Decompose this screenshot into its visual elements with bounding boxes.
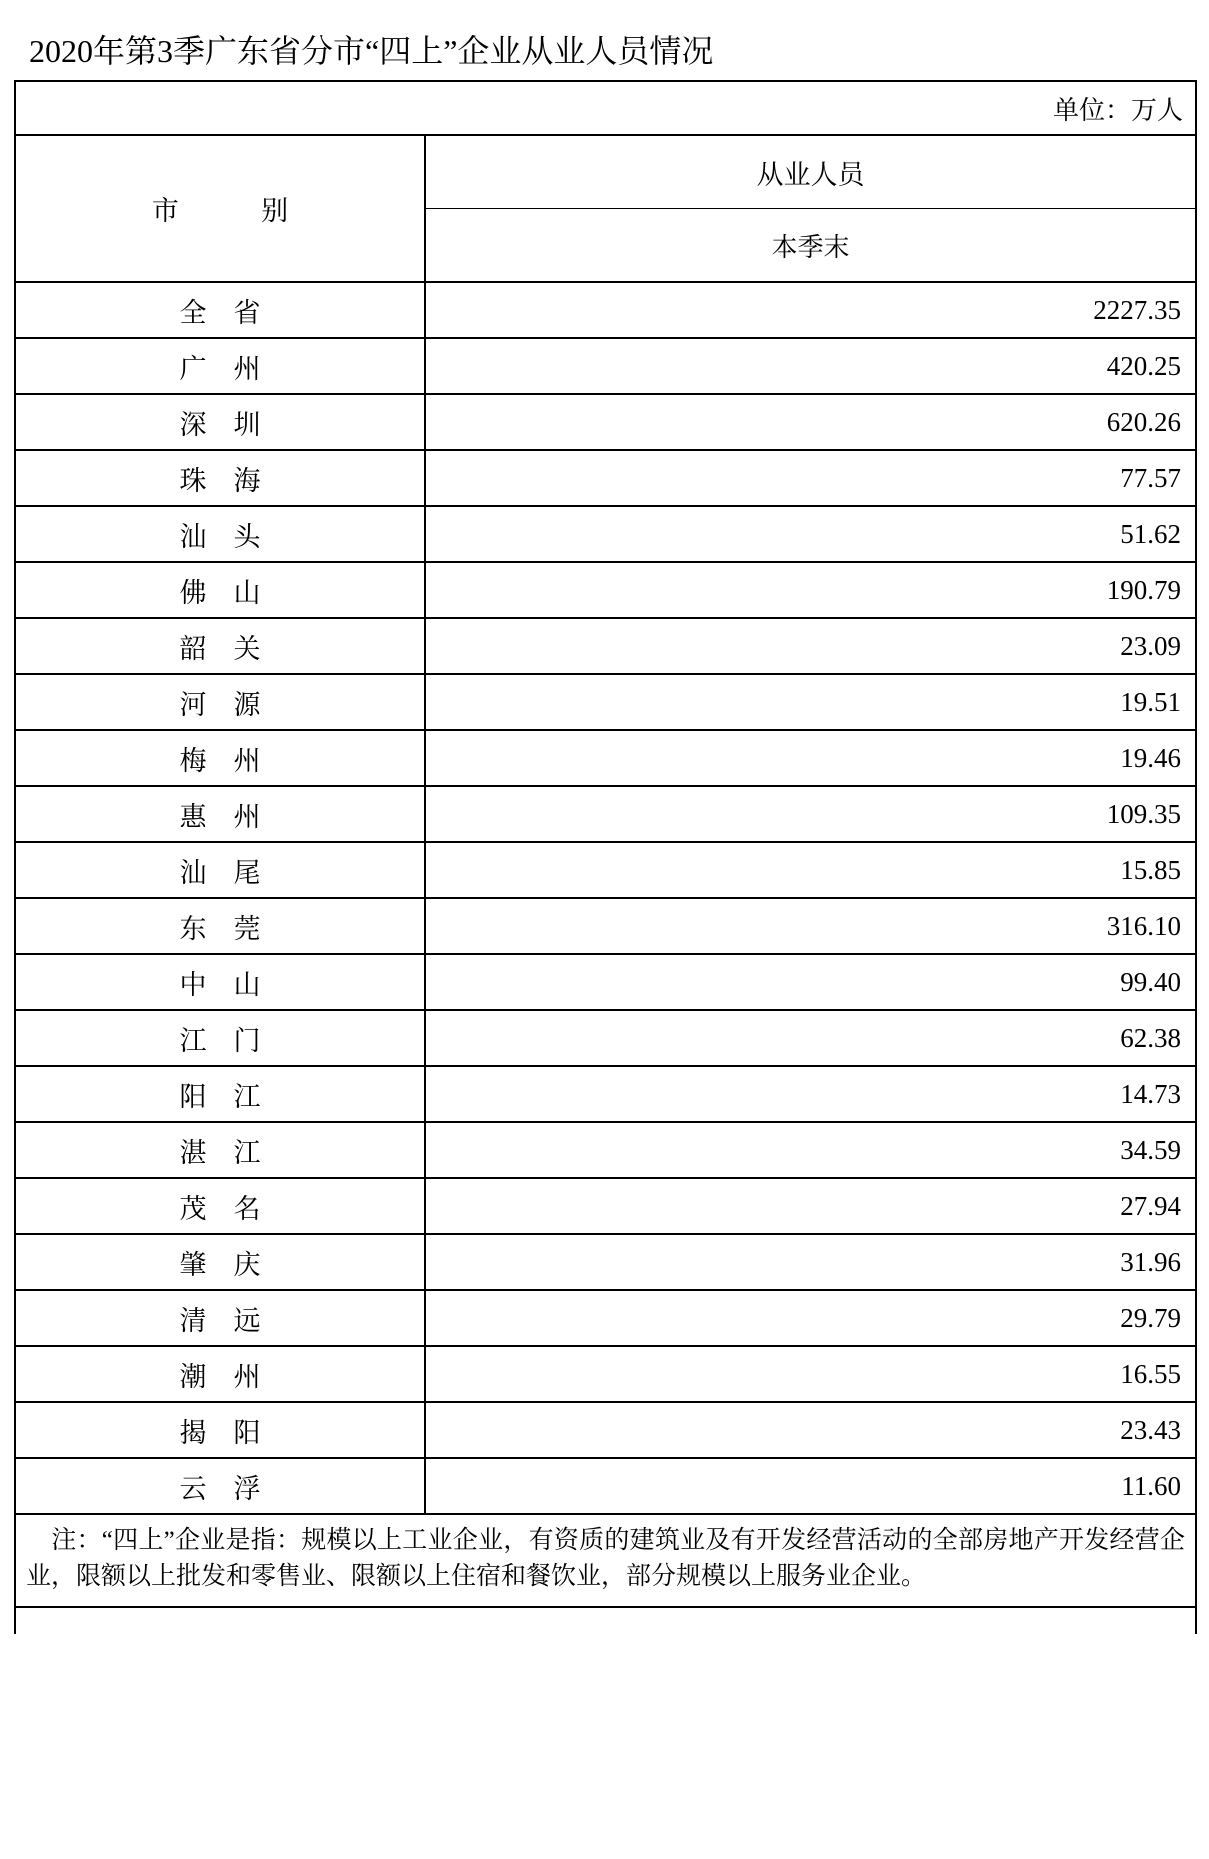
row-value: 62.38 [425,1010,1196,1066]
row-value: 15.85 [425,842,1196,898]
table-row [15,1346,1196,1402]
table-row [15,1178,1196,1234]
row-city: 河 源 [15,674,425,730]
table-row [15,674,1196,730]
table-row [15,1122,1196,1178]
row-value: 51.62 [425,506,1196,562]
table-row [15,1290,1196,1346]
table-row [15,394,1196,450]
row-value: 19.46 [425,730,1196,786]
unit-row [15,81,1196,135]
header-city-column [15,135,425,282]
table-row [15,1458,1196,1514]
document-title: 2020年第3季广东省分市“四上”企业从业人员情况 [29,33,714,69]
unit-label: 单位：万人 [425,81,1196,135]
statistics-table [14,18,1197,1634]
row-value: 31.96 [425,1234,1196,1290]
row-city: 中 山 [15,954,425,1010]
row-city: 惠 州 [15,786,425,842]
table-row [15,506,1196,562]
row-value: 420.25 [425,338,1196,394]
row-city: 潮 州 [15,1346,425,1402]
row-value: 23.09 [425,618,1196,674]
row-value: 316.10 [425,898,1196,954]
row-value: 77.57 [425,450,1196,506]
row-city: 韶 关 [15,618,425,674]
row-city: 梅 州 [15,730,425,786]
header-group-label: 从业人员 [425,135,1196,209]
table-row [15,786,1196,842]
row-city: 湛 江 [15,1122,425,1178]
header-city-label: 市 别 [151,196,298,226]
row-city: 汕 尾 [15,842,425,898]
table-row [15,562,1196,618]
row-city: 江 门 [15,1010,425,1066]
table-row [15,898,1196,954]
table-row [15,618,1196,674]
note-row [15,1514,1196,1607]
row-value: 27.94 [425,1178,1196,1234]
row-city: 揭 阳 [15,1402,425,1458]
row-value: 19.51 [425,674,1196,730]
row-value: 2227.35 [425,282,1196,338]
row-value: 11.60 [425,1458,1196,1514]
row-city: 广 州 [15,338,425,394]
table-row [15,338,1196,394]
row-city: 云 浮 [15,1458,425,1514]
row-city: 清 远 [15,1290,425,1346]
row-city: 佛 山 [15,562,425,618]
row-value: 620.26 [425,394,1196,450]
row-city: 阳 江 [15,1066,425,1122]
row-value: 29.79 [425,1290,1196,1346]
header-row-top [15,135,1196,209]
tail-right [425,1607,1196,1634]
row-city: 珠 海 [15,450,425,506]
row-value: 190.79 [425,562,1196,618]
header-sub-label: 本季末 [425,209,1196,283]
row-city: 全 省 [15,282,425,338]
row-city: 深 圳 [15,394,425,450]
table-row [15,1234,1196,1290]
row-value: 99.40 [425,954,1196,1010]
row-city: 东 莞 [15,898,425,954]
table-row [15,954,1196,1010]
row-value: 109.35 [425,786,1196,842]
row-city: 汕 头 [15,506,425,562]
table-row [15,730,1196,786]
table-body [15,18,1196,1634]
row-city: 茂 名 [15,1178,425,1234]
title-row [15,18,1196,81]
tail-left [15,1607,425,1634]
table-row [15,1066,1196,1122]
table-row [15,450,1196,506]
table-note: 注：“四上”企业是指：规模以上工业企业，有资质的建筑业及有开发经营活动的全部房地产开发经营企业，限额以上批发和零售业、限额以上住宿和餐饮业，部分规模以上服务业企业。 [15,1514,1196,1607]
row-value: 14.73 [425,1066,1196,1122]
table-row [15,282,1196,338]
row-city: 肇 庆 [15,1234,425,1290]
row-value: 16.55 [425,1346,1196,1402]
unit-row-blank [15,81,425,135]
tail-row [15,1607,1196,1634]
table-row [15,842,1196,898]
row-value: 34.59 [425,1122,1196,1178]
table-row [15,1402,1196,1458]
table-row [15,1010,1196,1066]
row-value: 23.43 [425,1402,1196,1458]
